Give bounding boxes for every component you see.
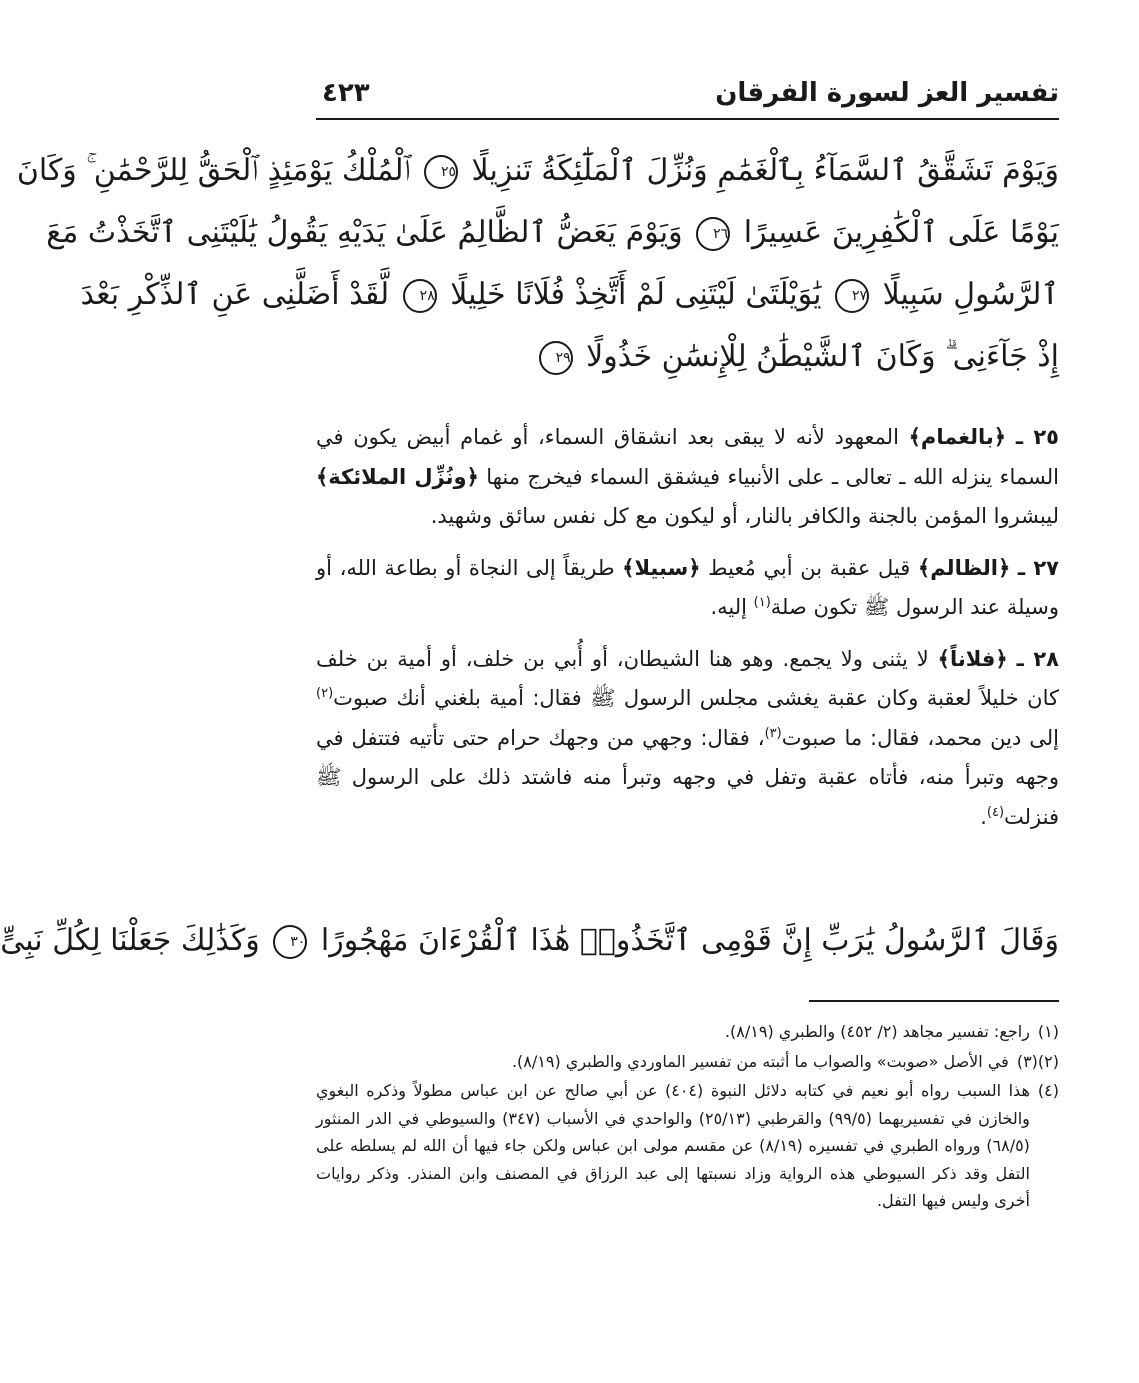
footnote-ref[interactable]: (١): [753, 595, 771, 610]
lemma: ﴿فلاناً﴾: [937, 646, 1008, 671]
footnote: [316, 1048, 1059, 1076]
verse-text: وَيَوْمَ يَعَضُّ ٱلظَّالِمُ عَلَىٰ يَدَيْهِ يَقُولُ يَٰلَيْتَنِى ٱتَّخَذْتُ مَعَ: [46, 215, 683, 250]
lemma: ﴿الظالم﴾: [917, 555, 1011, 580]
commentary-paragraph: [316, 549, 1059, 628]
paragraph-text: طريقاً إلى النجاة أو بطاعة الله، أو وسيلة عند الرسول ﷺ تكون صلة: [316, 555, 1059, 619]
lemma: ﴿بالغمام﴾: [908, 425, 1007, 449]
verse-text: يَٰوَيْلَتَىٰ لَيْتَنِى لَمْ أَتَّخِذْ فُلَانًا خَلِيلًا: [450, 277, 822, 312]
footnote-text: في الأصل «صوبت» والصواب ما أثبته من تفسير الماوردي والطبري (٨/١٩).: [511, 1051, 1009, 1071]
paragraph-text: إلى دين محمد، فقال: ما صبوت: [781, 725, 1059, 750]
paragraph-text: إليه.: [710, 595, 754, 619]
commentary-paragraph: [316, 418, 1059, 537]
footnote: [316, 1077, 1059, 1215]
footnotes: [316, 1018, 1059, 1217]
paragraph-text: ، فقال: وجهي من وجهك حرام حتى تأتيه فتتفل في وجهه وتبرأ منه، فأتاه عقبة وتفل في وجهه وتبرأ منه فاشتد ذلك على الرسول ﷺ فنزلت: [316, 725, 1059, 829]
page-header: [316, 70, 1059, 120]
verse-text: وَقَالَ ٱلرَّسُولُ يَٰرَبِّ إِنَّ قَوْمِى ٱتَّخَذُوا۟ هَٰذَا ٱلْقُرْءَانَ مَهْجُورًا: [320, 923, 1059, 958]
footnote-number: (٤): [1037, 1081, 1059, 1100]
verse-text: لَّقَدْ أَضَلَّنِى عَنِ ٱلذِّكْرِ بَعْدَ: [80, 277, 390, 312]
commentary-paragraph: [316, 640, 1059, 838]
commentary-block: [316, 418, 1059, 849]
verse-ref-number: ٢٧ ـ: [1017, 555, 1059, 580]
quran-line: [0, 910, 1059, 972]
verse-text: ٱلْمُلْكُ يَوْمَئِذٍ ٱلْحَقُّ لِلرَّحْمَٰنِ ۚ وَكَانَ: [16, 153, 411, 188]
verse-number-marker: ٢٩: [539, 341, 573, 375]
quran-verses-block: [16, 140, 1059, 388]
footnote-divider: [809, 1000, 1059, 1002]
paragraph-text: قيل عقبة بن أبي مُعيط: [700, 555, 918, 580]
running-title: تفسير العز لسورة الفرقان: [715, 78, 1059, 108]
quran-line: [80, 264, 1059, 326]
verse-number-marker: ٢٦: [696, 217, 730, 251]
paragraph-text: المعهود لأنه لا يبقى بعد انشقاق السماء، أو غمام أبيض يكون في السماء ينزله الله ـ تعالى ـ على الأنبياء فيشقق السماء فيخرج منها: [316, 425, 1059, 489]
footnote-number: (١): [1037, 1022, 1059, 1041]
verse-text: وَكَذَٰلِكَ جَعَلْنَا لِكُلِّ نَبِىٍّ: [0, 923, 260, 958]
verse-text: يَوْمًا عَلَى ٱلْكَٰفِرِينَ عَسِيرًا: [743, 215, 1059, 250]
verse-text: ٱلرَّسُولِ سَبِيلًا: [882, 277, 1059, 312]
verse-number-marker: ٢٧: [835, 279, 869, 313]
quran-line: [316, 326, 1059, 388]
footnote-text: هذا السبب رواه أبو نعيم في كتابه دلائل النبوة (٤٠٤) عن أبي صالح عن ابن عباس مطولاً وذكره البغوي والخازن في تفسيريهما (٩٩/٥) والقرطبي (٢٥/١٣) والواحدي في الأسباب (٣٤٧) والسيوطي في الدر المنثور (٦٨/٥) ورواه الطبري في تفسيره (٨/١٩) عن مقسم مولى ابن عباس ولكن جاء فيها أن الله لم يسلطه على التفل وقد ذكر السيوطي هذه الرواية وزاد نسبتها إلى عبد الرزاق في المصنف وابن المنذر. وذكر روايات أخرى وليس فيها التفل.: [316, 1081, 1030, 1210]
footnote-ref[interactable]: (٢): [316, 686, 334, 701]
verse-ref-number: ٢٥ ـ: [1015, 425, 1059, 449]
paragraph-text: ليبشروا المؤمن بالجنة والكافر بالنار، أو ليكون مع كل نفس سائق وشهيد.: [430, 504, 1059, 528]
verse-ref-number: ٢٨ ـ: [1016, 646, 1059, 671]
quran-line: [46, 202, 1059, 264]
footnote-ref[interactable]: (٤): [986, 804, 1005, 820]
verse-text: وَيَوْمَ تَشَقَّقُ ٱلسَّمَآءُ بِٱلْغَمَٰمِ وَنُزِّلَ ٱلْمَلَٰٓئِكَةُ تَنزِيلًا: [471, 153, 1059, 188]
verse-text: إِذْ جَآءَنِى ۗ وَكَانَ ٱلشَّيْطَٰنُ لِلْإِنسَٰنِ خَذُولًا: [586, 339, 1059, 374]
verse-number-marker: ٢٥: [424, 155, 458, 189]
page-number: ٤٢٣: [322, 78, 370, 108]
paragraph-text: .: [980, 804, 987, 829]
footnote-text: راجع: تفسير مجاهد (٢/ ٤٥٢) والطبري (٨/١٩).: [724, 1022, 1030, 1041]
verse-number-marker: ٣٠: [273, 925, 307, 959]
footnote-number: (٢)(٣): [1016, 1051, 1059, 1071]
footnote-ref[interactable]: (٣): [764, 725, 782, 741]
verse-number-marker: ٢٨: [403, 279, 437, 313]
quran-line: [16, 140, 1059, 202]
paragraph-text: لا يثنى ولا يجمع. وهو هنا الشيطان، أو أُبي بن خلف، أو أمية بن خلف كان خليلاً لعقبة وكان عقبة يغشى مجلس الرسول ﷺ فقال: أمية بلغني أنك صبوت: [316, 646, 1059, 710]
quran-verses-block: [0, 910, 1059, 972]
footnote: [316, 1018, 1059, 1046]
lemma: ﴿سبيلا﴾: [622, 555, 701, 580]
lemma: ﴿ونُزِّل الملائكة﴾: [316, 464, 479, 489]
